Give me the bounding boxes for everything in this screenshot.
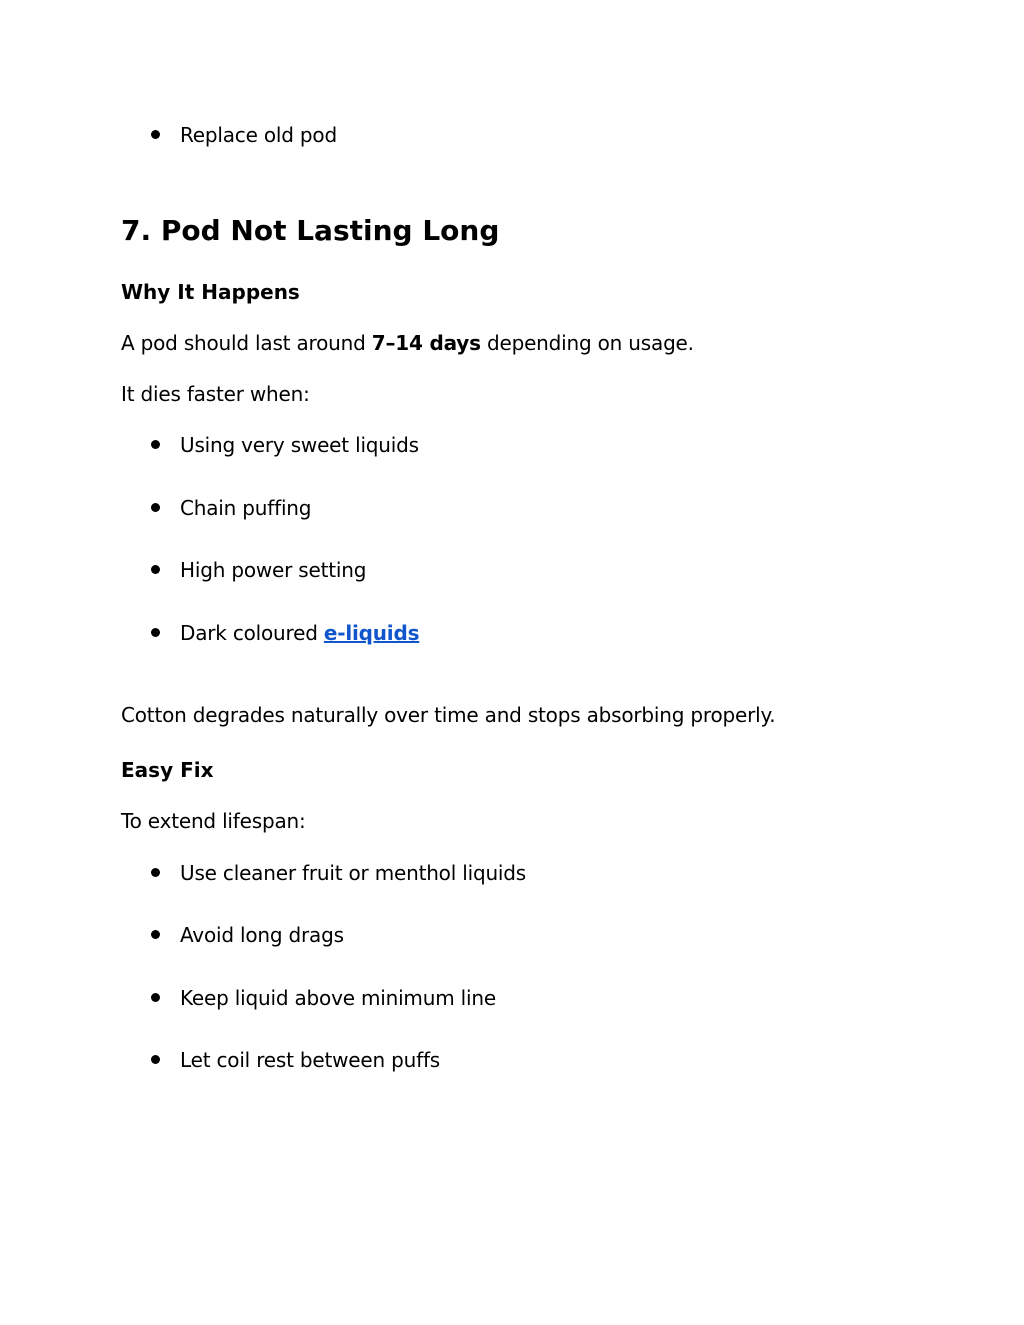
list-item-text: Using very sweet liquids xyxy=(180,433,419,457)
list-item-text: Avoid long drags xyxy=(180,923,344,947)
paragraph-intro: It dies faster when: xyxy=(121,382,310,406)
section-title: 7. Pod Not Lasting Long xyxy=(121,214,500,247)
bullet-icon xyxy=(151,130,160,139)
list-item xyxy=(151,986,496,1010)
list-item xyxy=(151,861,526,885)
list-item-text: High power setting xyxy=(180,558,367,582)
list-item xyxy=(151,123,337,147)
subheading-fix: Easy Fix xyxy=(121,758,214,782)
bold-text: 7–14 days xyxy=(371,331,481,355)
list-item xyxy=(151,1048,440,1072)
e-liquids-link[interactable]: e-liquids xyxy=(323,621,420,645)
paragraph-lifespan xyxy=(121,331,694,355)
list-item-text: Keep liquid above minimum line xyxy=(180,986,496,1010)
list-item-text: Use cleaner fruit or menthol liquids xyxy=(180,861,526,885)
list-item xyxy=(151,433,419,457)
list-item xyxy=(151,558,366,582)
bullet-icon xyxy=(151,628,160,637)
list-item xyxy=(151,923,344,947)
list-item-text: Let coil rest between puffs xyxy=(180,1048,441,1072)
bullet-icon xyxy=(151,565,160,574)
list-item xyxy=(151,621,419,645)
list-item-text: Chain puffing xyxy=(180,496,312,520)
bullet-icon xyxy=(151,503,160,512)
text: A pod should last around xyxy=(121,331,372,355)
bullet-icon xyxy=(151,868,160,877)
bullet-icon xyxy=(151,930,160,939)
paragraph-fix-intro: To extend lifespan: xyxy=(121,809,306,833)
list-item xyxy=(151,496,311,520)
text: depending on usage. xyxy=(480,331,694,355)
paragraph-note: Cotton degrades naturally over time and stops absorbing properly. xyxy=(121,703,776,727)
bullet-icon xyxy=(151,440,160,449)
bullet-icon xyxy=(151,993,160,1002)
bullet-icon xyxy=(151,1055,160,1064)
list-item-text: Replace old pod xyxy=(180,123,337,147)
list-item-text: Dark coloured xyxy=(180,621,324,645)
subheading-why: Why It Happens xyxy=(121,280,300,304)
